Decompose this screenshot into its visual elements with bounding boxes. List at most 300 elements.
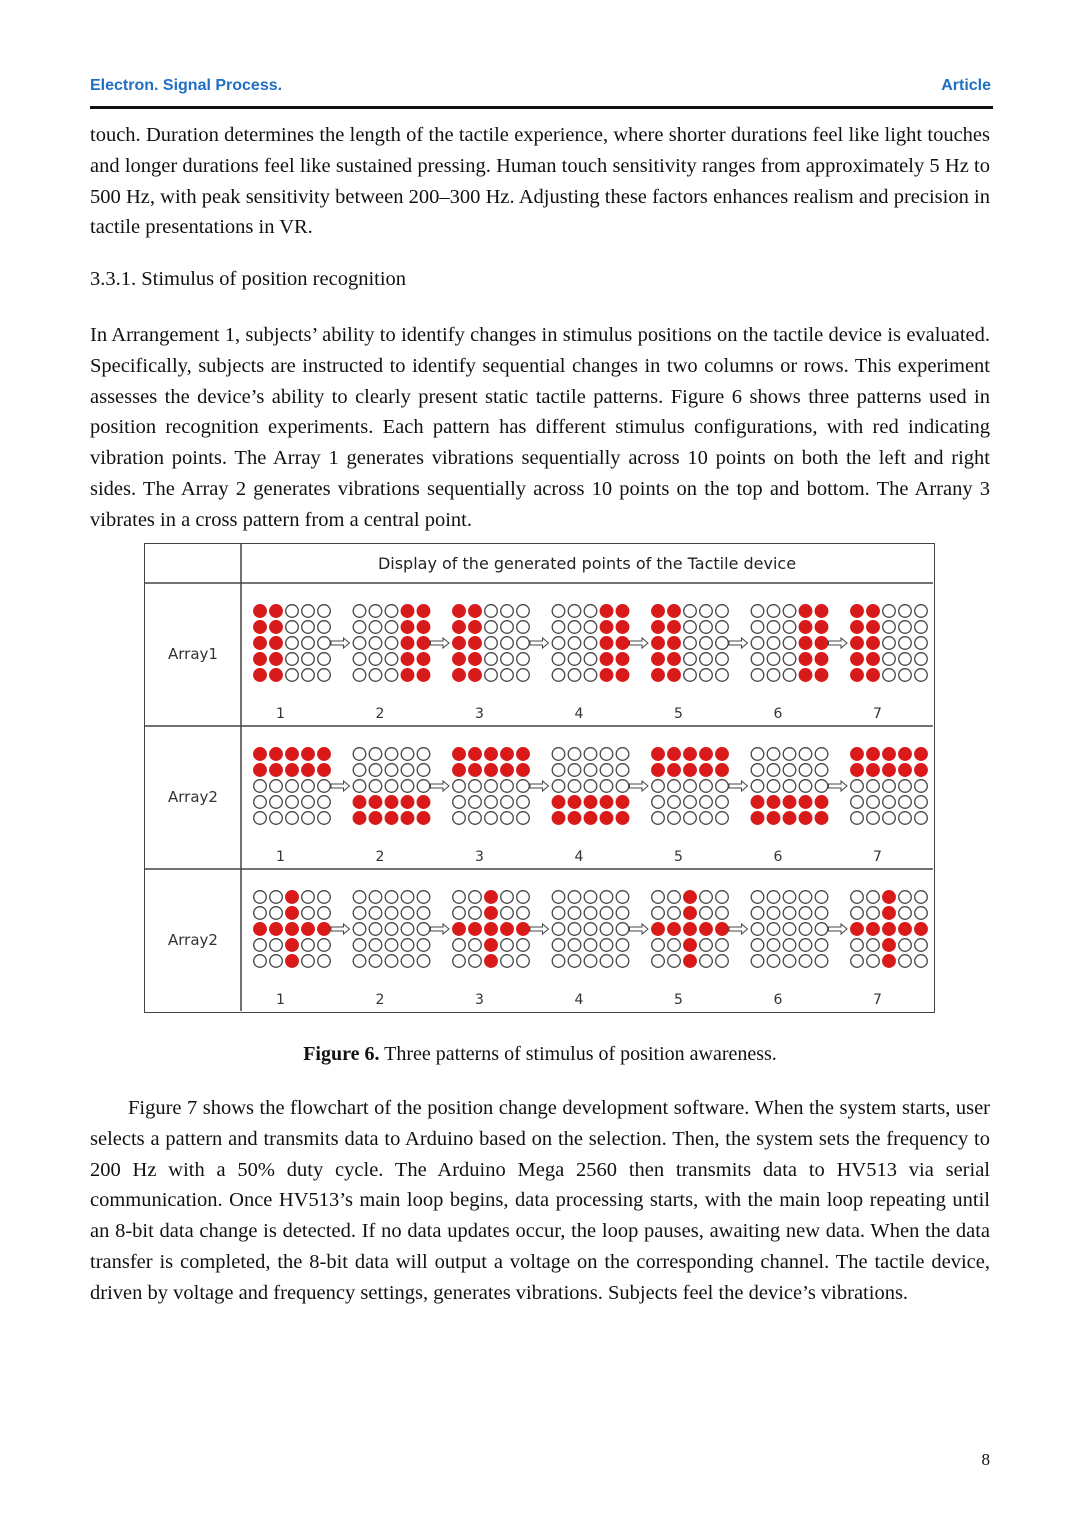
pattern-grid [652,748,729,825]
caption-label: Figure 6. [303,1043,380,1065]
inactive-point [318,637,331,650]
inactive-point [668,796,681,809]
inactive-point [867,907,880,920]
active-point [270,605,283,618]
inactive-point [700,653,713,666]
inactive-point [552,923,565,936]
inactive-point [369,955,382,968]
inactive-point [485,780,498,793]
inactive-point [369,621,382,634]
inactive-point [668,780,681,793]
inactive-point [568,605,581,618]
inactive-point [353,653,366,666]
next-step-arrow-icon [729,638,748,648]
inactive-point [684,653,697,666]
inactive-point [716,669,729,682]
inactive-point [915,621,928,634]
inactive-point [815,780,828,793]
inactive-point [453,780,466,793]
pattern-grid [353,891,430,968]
inactive-point [600,748,613,761]
inactive-point [501,780,514,793]
inactive-point [453,907,466,920]
inactive-point [453,812,466,825]
inactive-point [353,621,366,634]
inactive-point [469,955,482,968]
inactive-point [417,891,430,904]
inactive-point [700,796,713,809]
inactive-point [767,605,780,618]
inactive-point [751,907,764,920]
inactive-point [899,605,912,618]
inactive-point [286,812,299,825]
active-point [369,812,382,825]
inactive-point [568,955,581,968]
inactive-point [517,812,530,825]
inactive-point [815,748,828,761]
active-point [867,923,880,936]
inactive-point [552,621,565,634]
active-point [767,812,780,825]
inactive-point [700,939,713,952]
active-point [417,669,430,682]
pattern-grid [552,605,629,682]
inactive-point [501,907,514,920]
inactive-point [783,891,796,904]
inactive-point [751,637,764,650]
pattern-grid [254,891,331,968]
inactive-point [584,780,597,793]
active-point [700,923,713,936]
inactive-point [652,891,665,904]
inactive-point [318,653,331,666]
active-point [600,605,613,618]
inactive-point [318,812,331,825]
inactive-point [254,891,267,904]
inactive-point [485,669,498,682]
step-number: 7 [873,849,882,865]
inactive-point [385,669,398,682]
inactive-point [783,764,796,777]
active-point [417,605,430,618]
active-point [469,923,482,936]
inactive-point [369,923,382,936]
inactive-point [318,939,331,952]
inactive-point [286,653,299,666]
active-point [453,653,466,666]
inactive-point [783,653,796,666]
inactive-point [668,907,681,920]
active-point [668,637,681,650]
inactive-point [270,796,283,809]
active-point [318,923,331,936]
active-point [485,939,498,952]
inactive-point [286,780,299,793]
inactive-point [401,780,414,793]
inactive-point [318,621,331,634]
active-point [453,669,466,682]
active-point [517,748,530,761]
inactive-point [652,907,665,920]
active-point [469,621,482,634]
active-point [851,923,864,936]
active-point [783,796,796,809]
step-number: 1 [276,706,285,722]
next-step-arrow-icon [331,781,350,791]
active-point [353,796,366,809]
inactive-point [867,955,880,968]
inactive-point [751,780,764,793]
next-step-arrow-icon [829,781,848,791]
active-point [270,923,283,936]
inactive-point [401,907,414,920]
inactive-point [700,955,713,968]
inactive-point [915,812,928,825]
inactive-point [286,605,299,618]
inactive-point [584,891,597,904]
active-point [270,653,283,666]
active-point [851,764,864,777]
step-number: 2 [375,706,385,722]
inactive-point [716,653,729,666]
article-type: Article [941,77,991,94]
active-point [469,748,482,761]
inactive-point [716,621,729,634]
paragraph-intro: touch. Duration determines the length of the tactile experience, where shorter durations feel like light touches and longer durations feel like sustained pressing. Human touch sensitivity ranges from approximately 5 Hz to 500 Hz, with peak sensitivity between 200–300 Hz. Adjusting these factors enhances realism and precision in tactile presentations in VR. [90,124,990,239]
inactive-point [751,748,764,761]
active-point [369,796,382,809]
inactive-point [318,891,331,904]
inactive-point [254,939,267,952]
active-point [318,764,331,777]
inactive-point [815,923,828,936]
active-point [652,764,665,777]
next-step-arrow-icon [829,638,848,648]
active-point [851,637,864,650]
active-point [254,637,267,650]
active-point [417,812,430,825]
active-point [417,796,430,809]
inactive-point [600,923,613,936]
inactive-point [453,955,466,968]
inactive-point [353,891,366,904]
inactive-point [318,605,331,618]
inactive-point [517,796,530,809]
active-point [867,653,880,666]
active-point [469,653,482,666]
inactive-point [668,891,681,904]
inactive-point [552,764,565,777]
inactive-point [767,923,780,936]
inactive-point [501,637,514,650]
next-step-arrow-icon [729,781,748,791]
active-point [286,907,299,920]
inactive-point [401,923,414,936]
inactive-point [302,955,315,968]
inactive-point [584,923,597,936]
inactive-point [485,812,498,825]
inactive-point [568,939,581,952]
inactive-point [552,637,565,650]
pattern-grid [652,605,729,682]
active-point [616,605,629,618]
inactive-point [716,637,729,650]
inactive-point [700,621,713,634]
inactive-point [767,939,780,952]
step-number: 1 [276,992,285,1008]
inactive-point [883,605,896,618]
inactive-point [915,907,928,920]
inactive-point [302,621,315,634]
active-point [552,812,565,825]
active-point [453,637,466,650]
inactive-point [815,764,828,777]
pattern-grid [453,748,530,825]
inactive-point [552,780,565,793]
inactive-point [652,780,665,793]
inactive-point [716,796,729,809]
active-point [652,669,665,682]
inactive-point [851,955,864,968]
row-label: Array1 [168,645,218,663]
inactive-point [783,939,796,952]
active-point [417,621,430,634]
inactive-point [568,621,581,634]
inactive-point [684,621,697,634]
inactive-point [684,812,697,825]
active-point [799,637,812,650]
inactive-point [883,796,896,809]
inactive-point [883,812,896,825]
active-point [915,764,928,777]
figure-caption [0,1043,1080,1066]
active-point [286,923,299,936]
inactive-point [417,907,430,920]
inactive-point [584,748,597,761]
step-number: 4 [574,849,584,865]
active-point [401,621,414,634]
active-point [684,955,697,968]
active-point [584,812,597,825]
inactive-point [716,812,729,825]
inactive-point [254,780,267,793]
inactive-point [369,748,382,761]
tactile-pattern-table [145,544,933,1011]
active-point [302,764,315,777]
inactive-point [369,907,382,920]
active-point [401,605,414,618]
inactive-point [568,780,581,793]
inactive-point [600,891,613,904]
step-number: 6 [773,992,783,1008]
active-point [254,923,267,936]
step-number: 1 [276,849,285,865]
active-point [867,637,880,650]
inactive-point [353,637,366,650]
inactive-point [353,748,366,761]
inactive-point [517,669,530,682]
active-point [453,923,466,936]
pattern-grid [652,891,729,968]
inactive-point [767,669,780,682]
inactive-point [915,891,928,904]
active-point [254,764,267,777]
inactive-point [915,780,928,793]
active-point [616,812,629,825]
active-point [883,748,896,761]
pattern-grid [353,748,430,825]
inactive-point [899,891,912,904]
inactive-point [353,780,366,793]
active-point [401,796,414,809]
inactive-point [716,891,729,904]
inactive-point [584,637,597,650]
active-point [616,796,629,809]
inactive-point [799,939,812,952]
inactive-point [899,907,912,920]
next-step-arrow-icon [630,781,649,791]
inactive-point [369,605,382,618]
inactive-point [616,939,629,952]
inactive-point [302,907,315,920]
step-number: 2 [375,849,385,865]
inactive-point [568,764,581,777]
inactive-point [616,780,629,793]
inactive-point [270,907,283,920]
inactive-point [353,939,366,952]
inactive-point [485,653,498,666]
inactive-point [716,955,729,968]
inactive-point [385,923,398,936]
inactive-point [552,955,565,968]
inactive-point [369,891,382,904]
inactive-point [318,955,331,968]
active-point [668,669,681,682]
active-point [867,669,880,682]
inactive-point [867,780,880,793]
active-point [453,748,466,761]
active-point [453,764,466,777]
inactive-point [485,637,498,650]
inactive-point [616,891,629,904]
inactive-point [552,891,565,904]
active-point [799,796,812,809]
active-point [469,764,482,777]
active-point [815,812,828,825]
active-point [600,653,613,666]
inactive-point [767,891,780,904]
active-point [353,812,366,825]
inactive-point [286,621,299,634]
inactive-point [552,907,565,920]
inactive-point [851,796,864,809]
inactive-point [353,955,366,968]
pattern-grid [552,891,629,968]
active-point [716,764,729,777]
active-point [302,748,315,761]
step-number: 4 [574,992,584,1008]
inactive-point [517,780,530,793]
active-point [453,605,466,618]
inactive-point [783,637,796,650]
figure-6 [144,543,935,1013]
inactive-point [469,812,482,825]
active-point [568,812,581,825]
inactive-point [517,637,530,650]
active-point [668,764,681,777]
next-step-arrow-icon [530,638,549,648]
inactive-point [517,891,530,904]
inactive-point [385,748,398,761]
active-point [751,796,764,809]
inactive-point [600,939,613,952]
inactive-point [751,955,764,968]
active-point [767,796,780,809]
inactive-point [453,796,466,809]
active-point [600,796,613,809]
inactive-point [385,637,398,650]
inactive-point [517,955,530,968]
active-point [568,796,581,809]
next-step-arrow-icon [431,781,450,791]
inactive-point [369,780,382,793]
inactive-point [254,955,267,968]
active-point [867,748,880,761]
active-point [652,653,665,666]
inactive-point [915,796,928,809]
inactive-point [417,764,430,777]
inactive-point [716,605,729,618]
inactive-point [270,955,283,968]
inactive-point [417,748,430,761]
inactive-point [783,907,796,920]
active-point [600,812,613,825]
step-number: 4 [574,706,584,722]
inactive-point [751,764,764,777]
inactive-point [469,907,482,920]
active-point [469,605,482,618]
inactive-point [517,907,530,920]
step-number: 5 [674,992,683,1008]
inactive-point [552,939,565,952]
active-point [485,955,498,968]
active-point [417,653,430,666]
inactive-point [401,891,414,904]
inactive-point [501,669,514,682]
inactive-point [385,621,398,634]
inactive-point [584,939,597,952]
inactive-point [783,780,796,793]
active-point [851,653,864,666]
active-point [867,764,880,777]
active-point [899,923,912,936]
inactive-point [600,955,613,968]
inactive-point [385,955,398,968]
inactive-point [552,653,565,666]
active-point [684,748,697,761]
active-point [501,748,514,761]
inactive-point [453,939,466,952]
active-point [485,891,498,904]
pattern-grid [851,748,928,825]
pattern-grid [552,748,629,825]
step-number: 6 [773,706,783,722]
inactive-point [552,748,565,761]
inactive-point [716,780,729,793]
active-point [716,923,729,936]
inactive-point [401,748,414,761]
inactive-point [254,812,267,825]
